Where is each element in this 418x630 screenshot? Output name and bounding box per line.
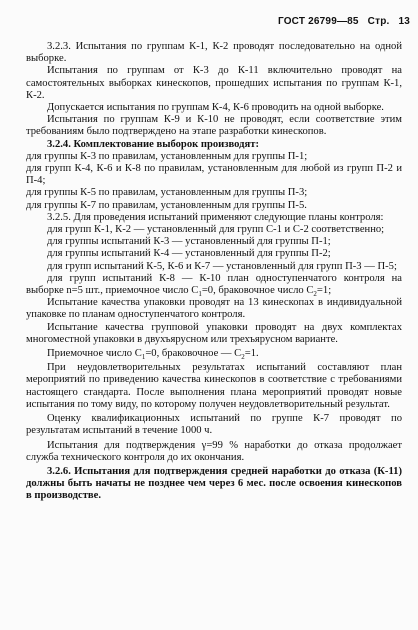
paragraph [26,348,402,360]
subscript: 2 [313,290,317,299]
list-item: для группы К-3 по правилам, установленным для группы П-1; [26,150,308,162]
text-run: =1. [244,348,259,360]
subscript: 1 [198,290,202,299]
page-header [272,16,410,27]
list-item: для группы испытаний К-3 — установленный для группы П-1; [47,236,331,248]
list-item: для группы испытаний К-4 — установленный для группы П-2; [47,248,331,260]
standard-number: ГОСТ 26799—85 [277,16,359,27]
page-number: 13 [398,16,410,27]
list-item: для группы К-5 по правилам, установленным для группы П-3; [26,187,308,199]
paragraph: Испытание качества упаковки проводят на 13 кинескопах в индивидуальной упаковке по планам одноступенчатого контроля. [26,297,402,321]
paragraph: Испытания по группам К-9 и К-10 не проводят, если соответствие этим требованиям было подтверждено на этапе разработки кинескопов. [26,114,402,138]
text-run: =0, браковочное — C [145,348,242,360]
list-item [26,273,402,297]
subscript: 2 [241,353,245,362]
paragraph: Допускается испытания по группам К-4, К-6 проводить на одной выборке. [47,102,384,114]
text-run: Приемочное число C [47,348,142,360]
section-heading: 3.2.6. Испытания для подтверждения средней наработки до отказа (К-11) должны быть начаты не позднее чем через 6 мес. после освоения кинескопов в производстве. [26,465,402,502]
paragraph: 3.2.3. Испытания по группам К-1, К-2 проводят последовательно на одной выборке. [26,41,402,65]
list-item: для групп испытаний К-5, К-6 и К-7 — установленный для групп П-3 — П-5; [47,260,397,272]
list-item: для групп К-4, К-6 и К-8 по правилам, установленным для любой из групп П-2 и П-4; [26,163,402,187]
paragraph: Оценку квалификационных испытаний по группе К-7 проводят по результатам испытаний в течение 1000 ч. [26,413,402,437]
text-run: для групп испытаний К-8 — К-10 план одноступенчатого контроля на выборке n=5 шт., приемочное число C [26,272,402,297]
list-item: для групп К-1, К-2 — установленный для групп С-1 и С-2 соответственно; [47,224,385,236]
list-item: для группы К-7 по правилам, установленным для группы П-5. [26,199,307,211]
document-body [26,41,402,503]
page-label: Стр. [367,16,390,27]
text-run: =0, браковочное число C [201,285,314,297]
paragraph: Испытание качества групповой упаковки проводят на двух комплектах многоместной упаковки в двухъярусном или трехъярусном варианте. [26,321,402,345]
section-heading: 3.2.4. Комплектование выборок производят: [47,138,259,150]
paragraph: При неудовлетворительных результатах испытаний составляют план мероприятий по приведению качества кинескопов в соответствие с требованиями настоящего стандарта. После выполнения плана мероприятий проводят новые испытания по тому виду, по которому получен неудовлетворительный результат. [26,362,402,410]
subscript: 1 [141,353,146,362]
text-run: =1; [316,285,332,297]
paragraph: Испытания для подтверждения γ=99 % наработки до отказа продолжает служба технического контроля до их окончания. [26,439,402,463]
paragraph: Испытания по группам от К-3 до К-11 включительно проводят на самостоятельных выборках кинескопов, прошедших испытания по группам К-1, К-2. [26,65,402,101]
paragraph: 3.2.5. Для проведения испытаний применяют следующие планы контроля: [47,211,384,223]
